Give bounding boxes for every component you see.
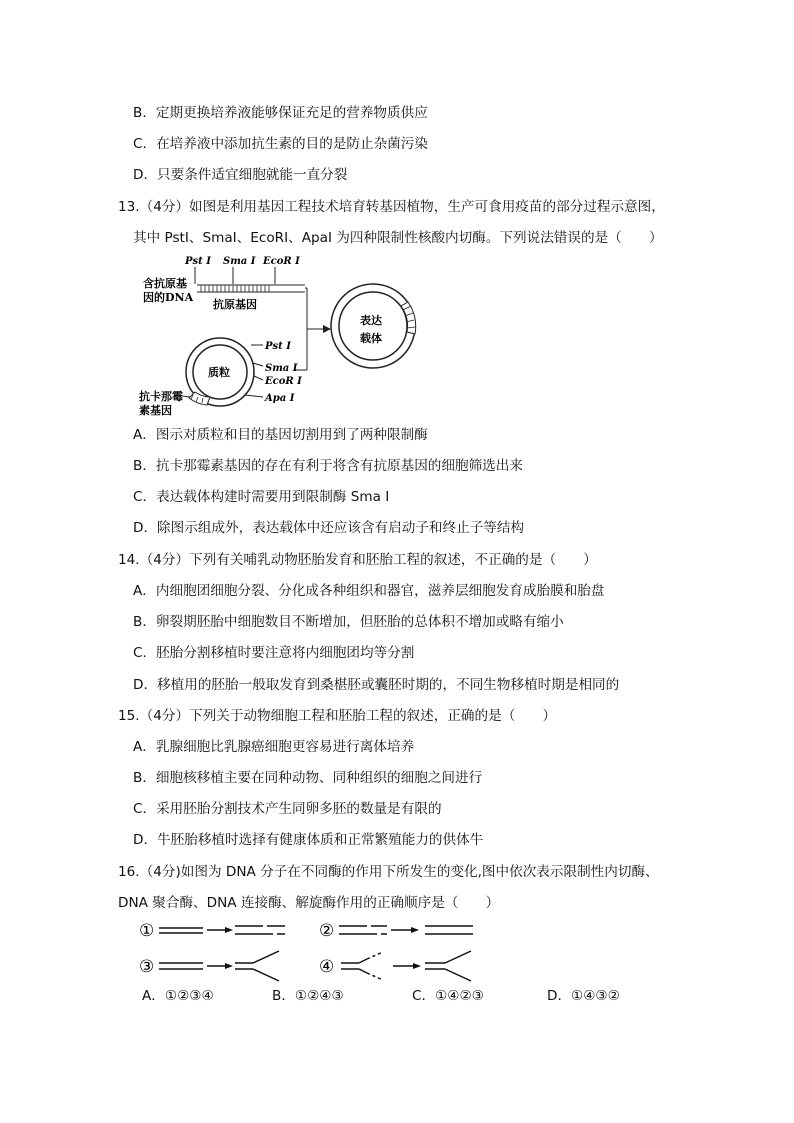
- q16-stem-line1: 16.（4分)如图为 DNA 分子在不同酶的作用下所发生的变化,图中依次表示限制性内切酶、: [118, 864, 659, 880]
- q15-option-b: B．细胞核移植主要在同种动物、同种组织的细胞之间进行: [133, 770, 483, 786]
- kanamycin-label-1: 抗卡那霉: [139, 390, 183, 403]
- q16-stem-line2: DNA 聚合酶、DNA 连接酶、解旋酶作用的正确顺序是（ ）: [118, 895, 500, 911]
- q12-option-b: B．定期更换培养液能够保证充足的营养物质供应: [133, 105, 428, 121]
- q13-option-a: A．图示对质粒和目的基因切割用到了两种限制酶: [133, 427, 428, 443]
- q14-option-c: C．胚胎分割移植时要注意将内细胞团均等分割: [133, 645, 415, 661]
- q16-option-c: C．①④②③: [412, 988, 484, 1004]
- q12-option-d: D．只要条件适宜细胞就能一直分裂: [133, 167, 348, 183]
- q13-option-c: C．表达载体构建时需要用到限制酶 Sma Ⅰ: [133, 489, 390, 505]
- q13-figure: [135, 252, 465, 417]
- q15-option-d: D．牛胚胎移植时选择有健康体质和正常繁殖能力的供体牛: [133, 832, 484, 848]
- q16-figure: [135, 915, 485, 983]
- plasmid-label: 质粒: [208, 366, 230, 379]
- q16-option-b: B．①②④③: [272, 988, 344, 1004]
- dna-label-1: 含抗原基: [143, 277, 187, 290]
- eco-label-plasmid: EcoR Ⅰ: [265, 376, 302, 387]
- sma-label-top: Sma Ⅰ: [223, 256, 256, 267]
- q14-option-a: A．内细胞团细胞分裂、分化成各种组织和器官，滋养层细胞发育成胎膜和胎盘: [133, 583, 605, 599]
- q13-stem-line2: 其中 PstI、SmaI、EcoRI、ApaI 为四种限制性核酸内切酶。下列说法错误的是（ ）: [133, 230, 663, 246]
- q13-option-b: B．抗卡那霉素基因的存在有利于将含有抗原基因的细胞筛选出来: [133, 458, 523, 474]
- label-1: ①: [139, 921, 155, 941]
- q16-option-a: A．①②③④: [142, 988, 214, 1004]
- q12-option-c: C．在培养液中添加抗生素的目的是防止杂菌污染: [133, 136, 428, 152]
- q16-option-d: D．①④③②: [547, 988, 620, 1004]
- sma-label-plasmid: Sma Ⅰ: [265, 363, 298, 374]
- dna-label-2: 因的DNA: [143, 291, 194, 304]
- q14-option-d: D．移植用的胚胎一般取发育到桑椹胚或囊胚时期的，不同生物移植时期是相同的: [133, 677, 620, 693]
- q13-stem-line1: 13.（4分）如图是利用基因工程技术培育转基因植物，生产可食用疫苗的部分过程示意图，: [118, 199, 665, 215]
- label-2: ②: [319, 921, 335, 941]
- vector-label-2: 载体: [360, 332, 382, 345]
- q13-option-d: D．除图示组成外，表达载体中还应该含有启动子和终止子等结构: [133, 520, 525, 536]
- pst-label-plasmid: Pst Ⅰ: [265, 341, 291, 352]
- eco-label-top: EcoR Ⅰ: [263, 256, 300, 267]
- antigen-gene-label: 抗原基因: [213, 298, 257, 311]
- pst-label-top: Pst Ⅰ: [185, 256, 211, 267]
- q15-stem: 15.（4分）下列关于动物细胞工程和胚胎工程的叙述，正确的是（ ）: [118, 708, 557, 724]
- apa-label-plasmid: Apa Ⅰ: [265, 393, 295, 404]
- q14-stem: 14.（4分）下列有关哺乳动物胚胎发育和胚胎工程的叙述，不正确的是（ ）: [118, 552, 597, 568]
- label-4: ④: [319, 957, 335, 977]
- q15-option-a: A．乳腺细胞比乳腺癌细胞更容易进行离体培养: [133, 739, 415, 755]
- q15-option-c: C．采用胚胎分割技术产生同卵多胚的数量是有限的: [133, 801, 442, 817]
- kanamycin-label-2: 素基因: [139, 404, 172, 417]
- label-3: ③: [139, 957, 155, 977]
- vector-label-1: 表达: [360, 314, 382, 327]
- q14-option-b: B．卵裂期胚胎中细胞数目不断增加，但胚胎的总体积不增加或略有缩小: [133, 614, 564, 630]
